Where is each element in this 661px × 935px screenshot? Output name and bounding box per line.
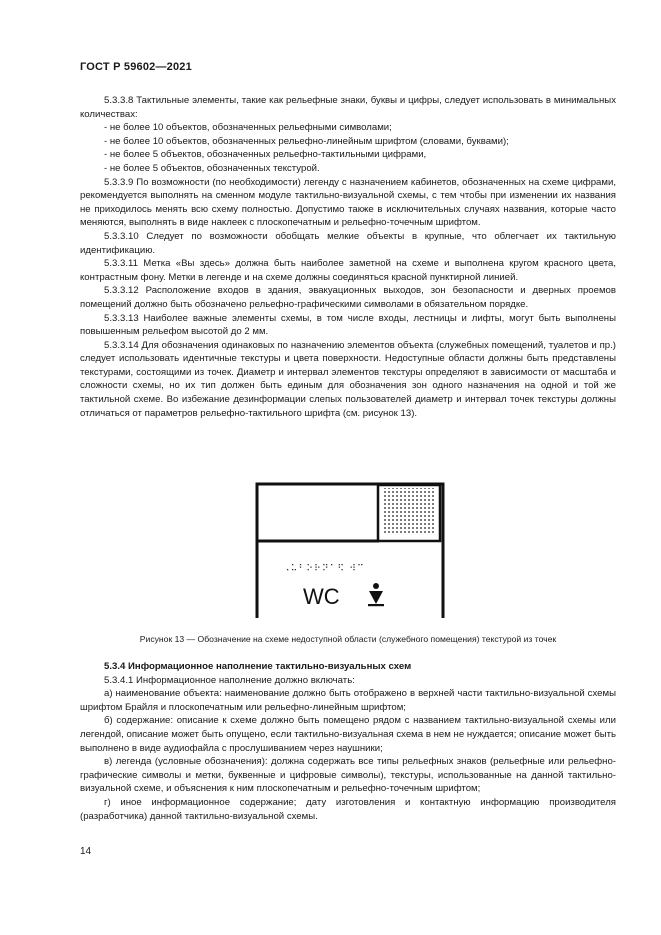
- paragraph-5-3-3-14: 5.3.3.14 Для обозначения одинаковых по назначению элементов объекта (служебных помещений, туалетов и пр.) следует использовать идентичные текстуры и цвета поверхности. Недоступные области должны быть представлены текстурами, состоящими из точек. Диаметр и интервал элементов текстуры определяют в зависимости от масштаба и сложности схемы, но их тип должен быть единым для обозначения зон одного назначения на одной и той же тактильной схеме. Во избежание дезинформации слепых пользователей диаметр и интервал точек текстуры должны отличаться от параметров рельефно-тактильного шрифта (см. рисунок 13).: [80, 339, 616, 419]
- paragraph-5-3-3-8: 5.3.3.8 Тактильные элементы, такие как рельефные знаки, буквы и цифры, следует использовать в минимальных количествах:: [80, 95, 616, 120]
- list-item-a: а) наименование объекта: наименование должно быть отображено в верхней части тактильно-визуальной схемы шрифтом Брайля и плоскопечатным или рельефно-линейным шрифтом;: [80, 688, 616, 713]
- wc-label: WC: [303, 584, 340, 609]
- floor-plan-diagram: [255, 482, 445, 620]
- list-item-v: в) легенда (условные обозначения): должна содержать все типы рельефных знаков (рельефные или рельефно-графические символы и метки, буквенные и цифровые символы), текстуры, использованные на данной тактильно-визуальной схеме, и объяснения к ним плоскопечатным и рельефно-точечным шрифтом;: [80, 756, 616, 795]
- figure-caption: Рисунок 13 — Обозначение на схеме недоступной области (служебного помещения) текстурой из точек: [139, 634, 557, 644]
- figure-13: [255, 482, 445, 620]
- section-heading: 5.3.4 Информационное наполнение тактильно-визуальных схем: [104, 661, 412, 672]
- braille-label: ⠠⠥⠃⠕⠗⠝⠁⠫ ⠺⠉: [283, 564, 365, 574]
- document-header: ГОСТ Р 59602—2021: [80, 61, 192, 73]
- list-item: - не более 5 объектов, обозначенных текстурой.: [104, 162, 320, 174]
- paragraph-5-3-3-11: 5.3.3.11 Метка «Вы здесь» должна быть наиболее заметной на схеме и выполнена кругом красного цвета, контрастным фону. Метки в легенде и на схеме должны соединяться красной пунктирной линией.: [80, 258, 616, 283]
- section-5-3-3: [80, 94, 616, 420]
- list-item-g: г) иное информационное содержание; дату изготовления и контактную информацию производителя (разработчика) данной тактильно-визуальной схемы.: [80, 796, 616, 822]
- paragraph-5-3-3-13: 5.3.3.13 Наиболее важные элементы схемы, в том числе входы, лестницы и лифты, могут быть выполнены повышенным рельефом высотой до 2 мм.: [80, 312, 616, 338]
- person-down-icon: [368, 583, 384, 606]
- list-item: - не более 10 объектов, обозначенных рельефными символами;: [104, 122, 392, 134]
- list-item: - не более 5 объектов, обозначенных рельефно-тактильными цифрами,: [104, 149, 427, 161]
- list-item: - не более 10 объектов, обозначенных рельефно-линейным шрифтом (словами, буквами);: [104, 135, 509, 147]
- section-5-3-4: [80, 660, 616, 823]
- paragraph-5-3-3-9: 5.3.3.9 По возможности (по необходимости) легенду с назначением кабинетов, обозначенных на схеме цифрами, рекомендуется выполнять на сменном модуле тактильно-визуальной схемы, с тем чтобы при изменении их названия не приходилось менять всю схему полностью. Допустимо также в исключительных случаях названия, которые часто меняются, выполнять в виде наклеек с плоскопечатным и рельефно-точечным шрифтом.: [80, 176, 616, 229]
- paragraph-5-3-3-10: 5.3.3.10 Следует по возможности обобщать мелкие объекты в крупные, что облегчает их тактильную идентификацию.: [80, 230, 616, 256]
- page-number: 14: [80, 846, 92, 857]
- paragraph-5-3-4-1: 5.3.4.1 Информационное наполнение должно включать:: [104, 674, 355, 686]
- paragraph-5-3-3-12: 5.3.3.12 Расположение входов в здания, эвакуационных выходов, зон безопасности и дверных проемов помещений должно быть обозначено рельефно-графическими символами в обязательном порядке.: [80, 285, 616, 310]
- dot-texture: [384, 488, 434, 535]
- list-item-b: б) содержание: описание к схеме должно быть помещено рядом с названием тактильно-визуальной схемы или легендой, описание может быть опущено, если тактильно-визуальная схема в нем не нуждается; описание может быть выполнено в виде аудиофайла с прослушиванием через наушники;: [80, 715, 616, 754]
